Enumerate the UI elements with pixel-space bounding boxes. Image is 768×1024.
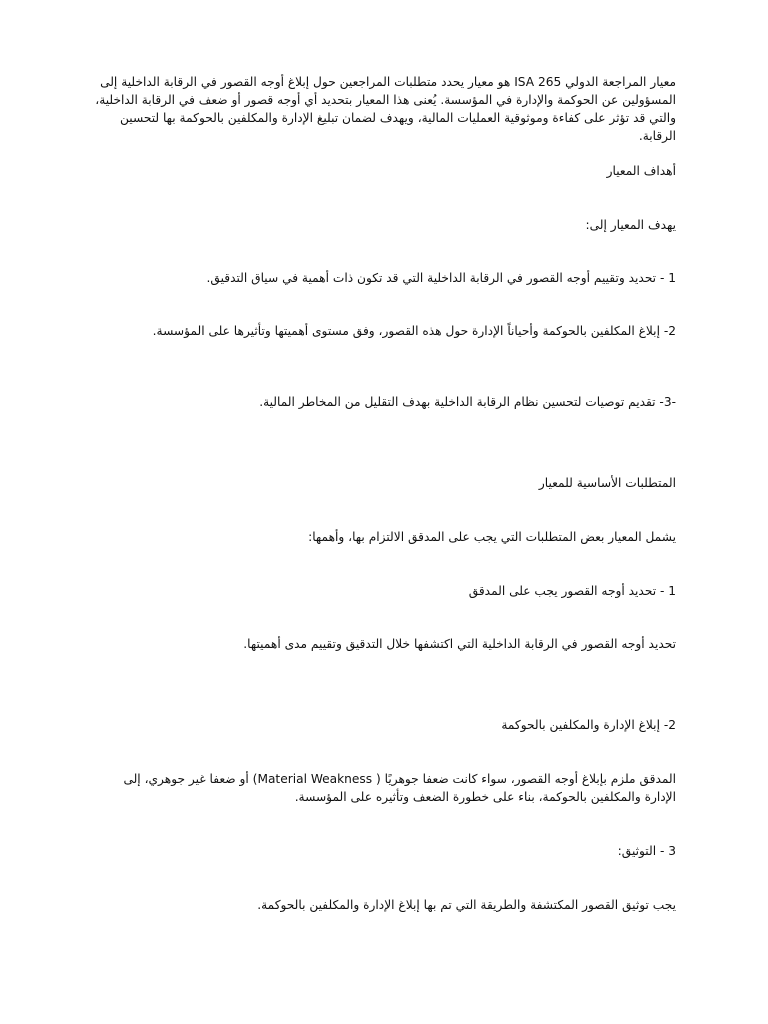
requirement-2-heading: 2- إبلاغ الإدارة والمكلفين بالحوكمة — [501, 718, 676, 732]
objective-item-2: 2- إبلاغ المكلفين بالحوكمة وأحياناً الإدارة حول هذه القصور، وفق مستوى أهميتها وتأثيرها على المؤسسة. — [152, 324, 676, 338]
objectives-intro: يهدف المعيار إلى: — [585, 218, 676, 232]
objectives-heading: أهداف المعيار — [606, 164, 676, 178]
objective-item-1: 1 - تحديد وتقييم أوجه القصور في الرقابة الداخلية التي قد تكون ذات أهمية في سياق التدقيق. — [206, 271, 676, 285]
requirements-intro: يشمل المعيار بعض المتطلبات التي يجب على المدقق الالتزام بها، وأهمها: — [308, 530, 676, 544]
requirement-3-heading: 3 - التوثيق: — [617, 844, 676, 858]
requirement-1-text: تحديد أوجه القصور في الرقابة الداخلية التي اكتشفها خلال التدقيق وتقييم مدى أهميتها. — [243, 637, 676, 651]
requirement-2-text: المدقق ملزم بإبلاغ أوجه القصور، سواء كانت ضعفا جوهريًا ( Material Weakness) أو ضعفا غير جوهري، إلى الإدارة والمكلفين بالحوكمة، بناء على خطورة الضعف وتأثيره على المؤسسة. — [123, 772, 676, 804]
requirement-3-text: يجب توثيق القصور المكتشفة والطريقة التي تم بها إبلاغ الإدارة والمكلفين بالحوكمة. — [257, 898, 676, 912]
objective-item-3: -3- تقديم توصيات لتحسين نظام الرقابة الداخلية بهدف التقليل من المخاطر المالية. — [259, 395, 676, 409]
requirements-heading: المتطلبات الأساسية للمعيار — [538, 476, 676, 490]
requirement-1-heading: 1 - تحديد أوجه القصور يجب على المدقق — [468, 584, 676, 598]
intro-paragraph: معيار المراجعة الدولي ISA 265 هو معيار يحدد متطلبات المراجعين حول إبلاغ أوجه القصور في الرقابة الداخلية إلى المسؤولين عن الحوكمة والإدارة في المؤسسة. يُعنى هذا المعيار بتحديد أي أوجه قصور أو ضعف في الرقابة الداخلية، والتي قد تؤثر على كفاءة وموثوقية العمليات المالية، ويهدف لضمان تبليغ الإدارة والمكلفين بالحوكمة بها لتحسين الرقابة. — [95, 75, 676, 143]
